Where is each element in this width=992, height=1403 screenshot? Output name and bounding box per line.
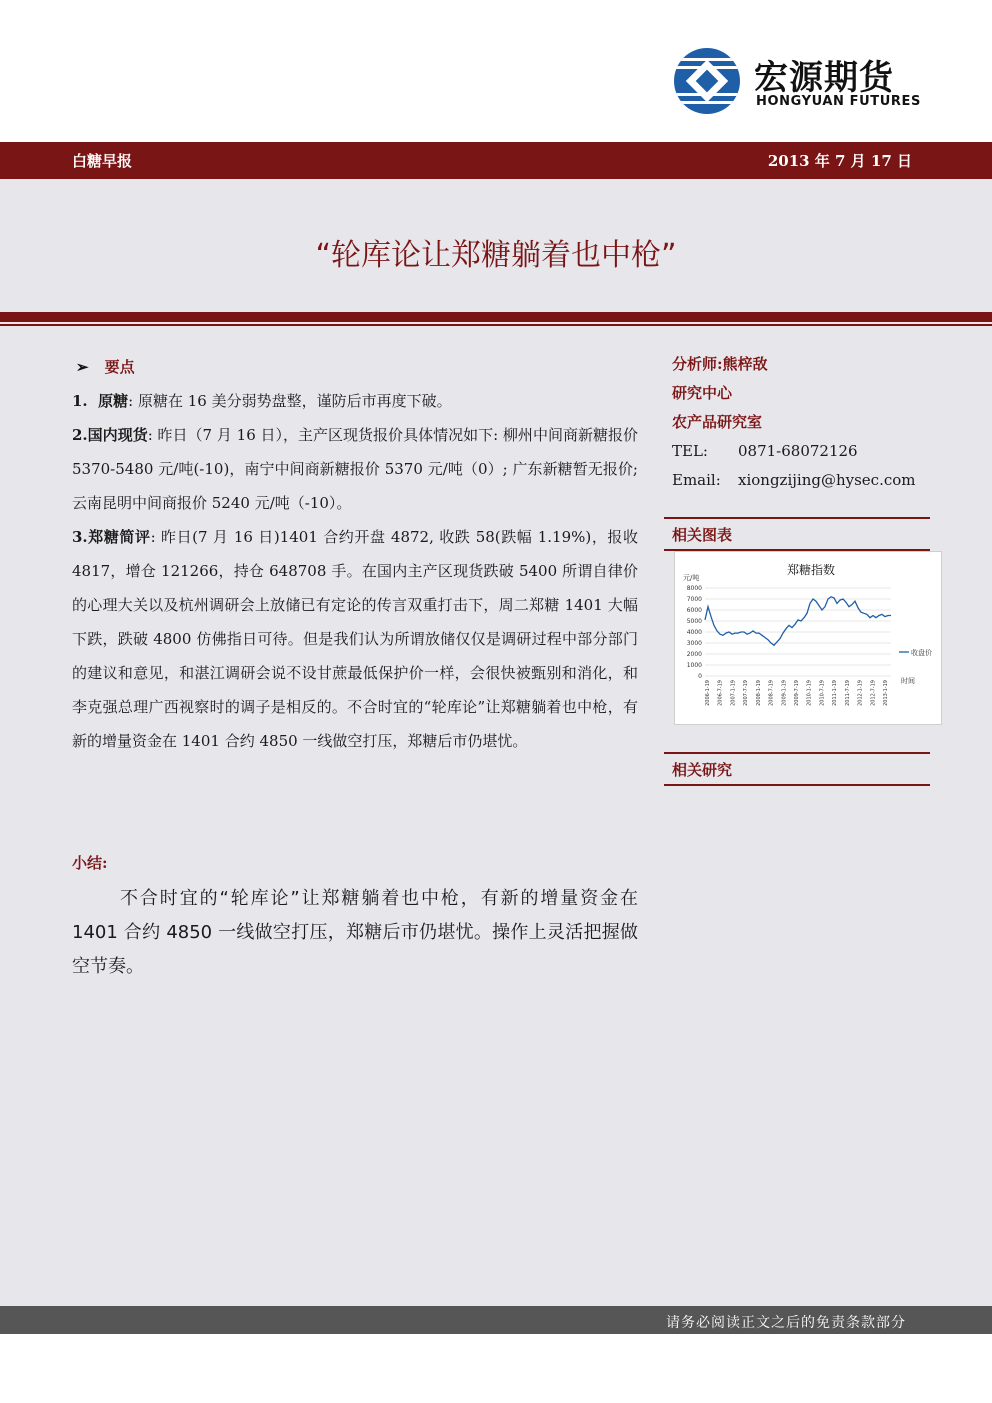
chart-y-tick-label: 6000 — [686, 607, 702, 614]
chart-x-tick-label: 2008-1-19 — [755, 680, 762, 706]
chart-x-tick-label: 2006-1-19 — [705, 680, 711, 706]
tel-row — [672, 437, 932, 466]
related-charts-label: 相关图表 — [672, 526, 733, 544]
chart-x-tick-label: 2010-7-19 — [819, 680, 826, 706]
chart-y-tick-label: 5000 — [686, 618, 702, 625]
key-points-heading — [72, 350, 638, 384]
logo-english-name: HONGYUAN FUTURES — [756, 94, 921, 109]
chart-x-axis-label: 时间 — [901, 677, 915, 685]
logo-chinese-name: 宏源期货 — [754, 58, 894, 98]
sidebar — [672, 350, 932, 495]
chart-x-tick-label: 2013-1-19 — [883, 680, 889, 706]
key-point-1-label: 原糖 — [98, 392, 129, 410]
header-divider — [0, 176, 992, 179]
email-row — [672, 466, 932, 495]
report-date: 2013 年 7 月 17 日 — [767, 152, 912, 170]
chart-x-tick-label: 2007-1-19 — [730, 680, 737, 706]
report-type: 白糖早报 — [72, 152, 133, 170]
chart-x-tick-label: 2009-7-19 — [794, 680, 800, 706]
chart-y-tick-label: 2000 — [686, 651, 702, 658]
chart-y-tick-label: 1000 — [686, 662, 702, 669]
main-content — [72, 350, 638, 758]
page-title: “轮库论让郑糖躺着也中枪” — [315, 238, 677, 273]
agri-research-dept: 农产品研究室 — [672, 413, 763, 431]
tel-label: TEL: — [672, 442, 708, 460]
logo-emblem-icon — [674, 48, 740, 114]
summary-text: 不合时宜的“轮库论”让郑糖躺着也中枪，有新的增量资金在 1401 合约 4850 一线做空打压，郑糖后市仍堪忧。操作上灵活把握做空节奏。 — [72, 888, 638, 977]
zhengzhou-sugar-chart — [674, 551, 942, 725]
chart-y-axis-label: 元/吨 — [683, 574, 700, 582]
chart-y-tick-label: 3000 — [686, 640, 702, 647]
key-point-3-label: 郑糖简评 — [87, 528, 151, 546]
key-point-3-text: : 昨日(7 月 16 日)1401 合约开盘 4872, 收跌 58(跌幅 1.19%)，报收 4817，增仓 121266，持仓 648708 手。在国内主产区现货跌破 5400 所谓自律价的心理大关以及杭州调研会上放储已有定论的传言双重打击下，周二郑糖 1401 大幅下跌，跌破 4800 仿佛指日可待。但是我们认为所谓放储仅仅是调研过程中部分部门的建议和意见，和湛江调研会说不设甘蔗最低保护价一样，会很快被甄别和消化，和李克强总理广西视察时的调子是相反的。不合时宜的“轮库论”让郑糖躺着也中枪，有新的增量资金在 1401 合约 4850 一线做空打压，郑糖后市仍堪忧。 — [72, 528, 638, 750]
related-charts-header — [664, 517, 930, 551]
research-center: 研究中心 — [672, 384, 733, 402]
chart-x-tick-label: 2012-1-19 — [857, 680, 864, 706]
chart-x-tick-label: 2010-1-19 — [806, 680, 813, 706]
chart-svg — [675, 552, 941, 724]
key-point-3: 3.郑糖简评: 昨日(7 月 16 日)1401 合约开盘 4872, 收跌 58(跌幅 1.19%)，报收 4817，增仓 121266，持仓 648708 手。在国内主产区现货跌破 5400 所谓自律价的心理大关以及杭州调研会上放储已有定论的传言双重打击下，周二郑糖 1401 大幅下跌，跌破 4800 仿佛指日可待。但是我们认为所谓放储仅仅是调研过程中部分部门的建议和意见，和湛江调研会说不设甘蔗最低保护价一样，会很快被甄别和消化，和李克强总理广西视察时的调子是相反的。不合时宜的“轮库论”让郑糖躺着也中枪，有新的增量资金在 1401 合约 4850 一线做空打压，郑糖后市仍堪忧。 — [72, 528, 638, 750]
key-point-1: 1. 原糖: 原糖在 16 美分弱势盘整，谨防后市再度下破。 — [72, 392, 452, 410]
chart-y-tick-label: 0 — [698, 673, 702, 680]
title-divider-thin — [0, 324, 992, 326]
disclaimer-notice: 请务必阅读正文之后的免责条款部分 — [666, 1315, 906, 1331]
chart-legend: 收盘价 — [911, 649, 932, 657]
chart-x-tick-label: 2008-7-19 — [768, 680, 775, 706]
key-point-1-text: : 原糖在 16 美分弱势盘整，谨防后市再度下破。 — [128, 392, 452, 410]
analyst-name: 分析师:熊梓敌 — [672, 355, 768, 373]
chart-y-tick-label: 8000 — [686, 585, 702, 592]
related-research-header — [664, 752, 930, 786]
chart-x-tick-label: 2011-7-19 — [844, 680, 851, 706]
chart-title: 郑糖指数 — [786, 563, 836, 577]
email-label: Email: — [672, 471, 721, 489]
key-point-2: 2.国内现货: 昨日（7 月 16 日），主产区现货报价具体情况如下: 柳州中间商新糖报价 5370-5480 元/吨(-10)，南宁中间商新糖报价 5370 元/吨（0）; 广东新糖暂无报价; 云南昆明中间商报价 5240 元/吨（-10）。 — [72, 426, 638, 512]
related-research-label: 相关研究 — [672, 761, 733, 779]
summary-label: 小结: — [72, 854, 108, 872]
email-link[interactable]: xiongzijing@hysec.com — [738, 471, 916, 489]
chart-y-tick-label: 4000 — [686, 629, 702, 636]
key-points-label: 要点 — [104, 358, 135, 376]
chart-x-tick-label: 2007-7-19 — [743, 680, 750, 706]
chart-x-tick-label: 2009-1-19 — [781, 680, 788, 706]
title-divider — [0, 312, 992, 322]
company-logo — [674, 48, 934, 118]
chart-y-tick-label: 7000 — [686, 596, 702, 603]
tel-value: 0871-68072126 — [738, 442, 858, 460]
chart-x-tick-label: 2011-1-19 — [832, 680, 839, 706]
chart-x-tick-label: 2012-7-19 — [870, 680, 877, 706]
key-point-2-label: 国内现货 — [87, 426, 148, 444]
chart-x-tick-label: 2006-7-19 — [717, 680, 724, 706]
arrow-bullet-icon: ➢ — [76, 358, 89, 376]
key-point-2-text: : 昨日（7 月 16 日），主产区现货报价具体情况如下: 柳州中间商新糖报价 5370-5480 元/吨(-10)，南宁中间商新糖报价 5370 元/吨（0）; 广东新糖暂无报价; 云南昆明中间商报价 5240 元/吨（-10）。 — [72, 426, 638, 512]
